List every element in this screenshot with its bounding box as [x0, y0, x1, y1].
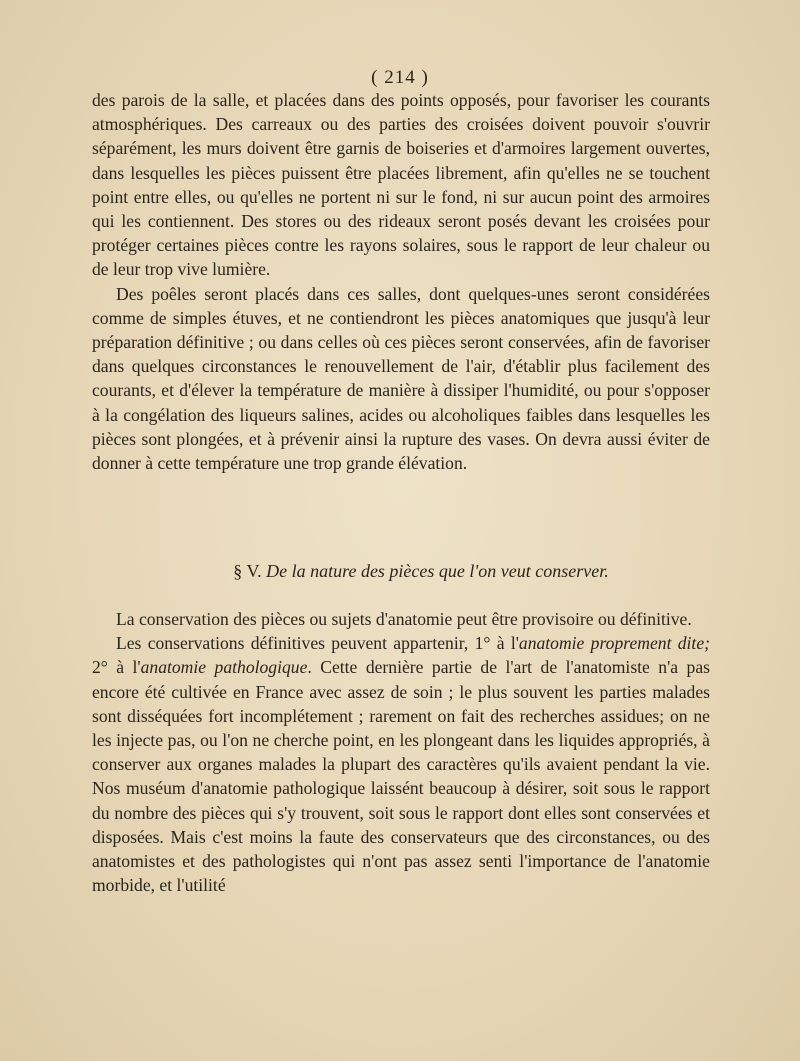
emphasis-text: anatomie proprement dite;	[518, 633, 710, 654]
body-text-bottom	[92, 607, 710, 897]
body-text-top	[92, 88, 710, 475]
paragraph-text: . Cette dernière partie de l'art de l'anatomiste n'a pas encore été cultivée en France avec assez de soin ; le plus souvent les parties malades sont disséquées fort incomplétement ; rarement on fait des recherches assidues; on ne les injecte pas, ou l'on ne cherche point, en les plongeant dans les liquides appropriés, à conserver aux organes malades la plupart des caractères qu'ils avaient pendant la vie. Nos muséum d'anatomie pathologique laissént beaucoup à désirer, soit sous le rapport du nombre des pièces qui s'y trouvent, soit sous le rapport dont elles sont conservées et disposées. Mais c'est moins la faute des conservateurs que des circonstances, ou des anatomistes et des pathologistes qui n'ont pas assez senti l'importance de l'anatomie morbide, et l'utilité	[92, 657, 710, 896]
paragraph: La conservation des pièces ou sujets d'anatomie peut être provisoire ou définitive.	[116, 609, 692, 629]
paragraph-text: 2° à l'	[92, 657, 141, 678]
paragraph: des parois de la salle, et placées dans des points opposés, pour favoriser les courants atmosphériques. Des carreaux ou des parties des croisées doivent pouvoir s'ouvrir séparément, les murs doivent être garnis de boiseries et d'armoires largement ouvertes, dans lesquelles les pièces puissent être placées librement, afin qu'elles ne se touchent point entre elles, ou qu'elles ne portent ni sur le fond, ni sur aucun point des armoires qui les contiennent. Des stores ou des rideaux seront posés devant les croisées pour protéger certaines pièces contre les rayons solaires, sous le rapport de leur chaleur ou de leur trop vive lumière.	[92, 90, 710, 280]
section-number: § V.	[233, 561, 262, 581]
section-title: De la nature des pièces que l'on veut conserver.	[266, 561, 609, 581]
emphasis-text: anatomie pathologique	[140, 657, 308, 678]
paragraph	[92, 631, 710, 897]
section-heading	[92, 561, 710, 582]
page-number: ( 214 )	[371, 67, 429, 88]
paragraph: Des poêles seront placés dans ces salles, dont quelques-unes seront considérées comme de simples étuves, et ne contiendront les pièces anatomiques que jusqu'à leur préparation définitive ; ou dans celles où ces pièces seront conservées, afin de favoriser dans quelques circonstances le renouvellement de l'air, d'établir plus facilement des courants, et d'élever la température de manière à dissiper l'humidité, ou pour s'opposer à la congélation des liqueurs salines, acides ou alcoholiques faibles dans lesquelles les pièces sont plongées, et à prévenir ainsi la rupture des vases. On devra aussi éviter de donner à cette température une trop grande élévation.	[92, 283, 710, 474]
paragraph-text: Les conservations définitives peuvent appartenir, 1° à l'	[116, 633, 519, 654]
